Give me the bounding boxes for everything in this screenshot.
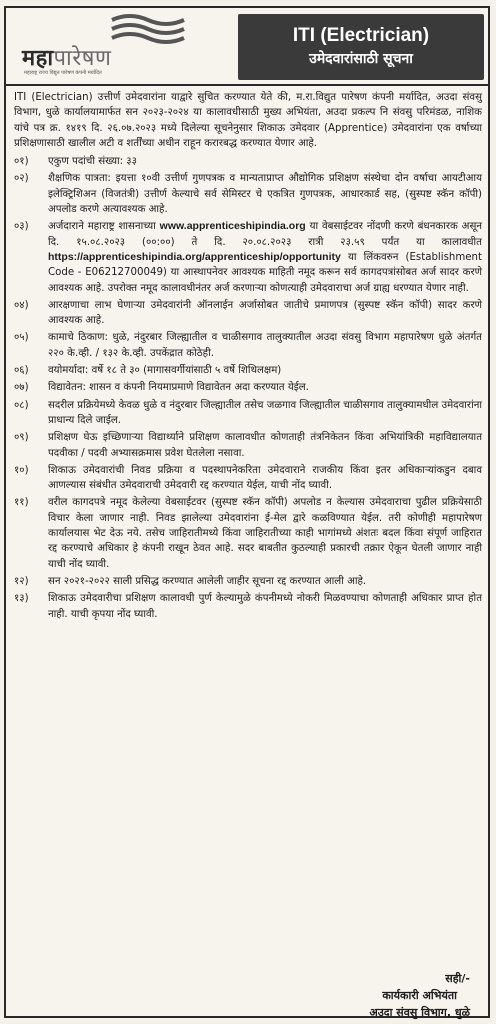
notice-body [14,90,482,624]
item-text: विद्यावेतन: शासन व कंपनी नियमाप्रमाणे विद्यावेतन अदा करण्यात येईल. [48,382,309,394]
item-text: शैक्षणिक पात्रता: इयत्ता १०वी उत्तीर्ण गुणपत्रक व मान्यताप्राप्त औद्योगिक प्रशिक्षण संस्थेचा दोन वर्षाचा आयटीआय इलेक्ट्रिशिअन (विजतंत्री) उत्तीर्ण केल्याचे सर्व सेमिस्टर चे एकत्रित गुणपत्रक, आधारकार्ड सह, (सुस्पष्ट स्कॅन कॉपी) अपलोड करणे अत्यावश्यक आहे. [48,173,482,216]
item-number: १०) [14,464,29,476]
item-number: ०६) [14,365,29,377]
logo-wordmark: महापारेषण [22,46,112,71]
signature-mark: सही/- [445,972,470,985]
item-text: एकुण पदांची संख्या: ३३ [48,156,137,168]
signature-block [369,970,470,1021]
item-number: ०३) [14,221,29,233]
item-text: शिकाऊ उमेदवारीचा प्रशिक्षण कालावधी पुर्ण केल्यामुळे कंपनीमध्ये नोकरी मिळवण्याचा कोणताही अधिकार प्राप्त होत नाही. याची कृपया नोंद घ्यावी. [48,593,482,620]
signatory-office: अउदा संवसु विभाग, धुळे [369,1006,470,1019]
item-number: ०९) [14,432,29,444]
list-item [14,171,482,217]
opportunity-link[interactable]: https://apprenticeshipindia.org/apprenticeship/opportunity [48,250,341,263]
mahatransco-logo [14,12,214,80]
list-item [14,574,482,589]
item-text: वयोमर्यादा: वर्षे १८ ते ३० (मागासवर्गीयांसाठी ५ वर्षे शिथिलक्षम) [48,365,282,377]
signatory-designation: कार्यकारी अभियंता [382,989,457,1002]
list-item [14,430,482,461]
list-item [14,330,482,361]
item-number: ०८) [14,399,29,411]
item-text: सन २०२१-२०२२ साली प्रसिद्ध करण्यात आलेली जाहीर सूचना रद्द करण्यात आली आहे. [48,575,367,587]
list-item [14,363,482,378]
item-text: शिकाऊ उमेदवारांची निवड प्रक्रिया व पदस्थापनेकरिता उमेदवाराने राजकीय किंवा इतर अधिकाऱ्यांकडुन दबाव आणल्यास संबंधीत उमेदवाराची उमेदवारी रद्द करण्यात येईल, याची नोंद घ्यावी. [48,464,482,492]
item-number: ०७) [14,382,29,394]
item-number: १२) [14,575,29,587]
item-text: वरील कागदपत्रे नमूद केलेल्या वेबसाईटवर (सुस्पष्ट स्कॅन कॉपी) अपलोड न केल्यास उमेदवाराचा पुढील प्रक्रियेसाठी विचार केला जाणार नाही. निवड झालेल्या उमेदवारांना ई-मेल द्वारे कळविण्यात येईल. तरी कोणीही महापारेषण कार्यालयास भेट देऊ नये. तसेच जाहिरातीमध्ये किंवा जाहिरातीच्या काही भागांमध्ये अंशतः बदल किंवा संपूर्ण जाहिरात रद्द करण्याचे अधिकार हे कंपनी राखून ठेवत आहे. सदर बाबतीत कुठल्याही प्रकारची तक्रार ऐकून घेतली जाणार नाही याची नोंद घ्यावी. [48,497,482,570]
notice-header [6,8,488,86]
notice-title-box [238,14,484,80]
notice-frame [4,6,490,1018]
notice-title: ITI (Electrician) [292,25,430,46]
item-text: सदरील प्रक्रियेमध्ये केवळ धुळे व नंदुरबार जिल्ह्यातील तसेच जळगाव जिल्ह्यातील चाळीसगाव तालुक्यामधील उमेदवारांना प्राधान्य दिले जाईल. [48,399,482,426]
item-number: १३) [14,593,29,605]
item-number: ११) [14,497,29,509]
item-number: ०५) [14,332,29,344]
list-item [14,219,482,295]
item-number: ०४) [14,299,29,311]
item-text: कामाचे ठिकाण: धुळे, नंदुरबार जिल्ह्यातील व चाळीसगाव तालुक्यातील अउदा संवसु विभाग महापारेषण धुळे अंतर्गत २२० के.व्ही. / १३२ के.व्ही. उपकेंद्रात कोठेही. [48,332,482,359]
list-item [14,298,482,329]
list-item [14,591,482,622]
intro-paragraph: ITI (Electrician) उत्तीर्ण उमेदवारांना याद्वारे सुचित करण्यात येते की, म.रा.विद्युत पारेषण कंपनी मर्यादित, अउदा संवसु विभाग, धुळे कार्यालयामार्फत सन २०२३-२०२४ या कालावधीसाठी मुख्य अभियंता, अउदा प्रकल्प नि संवसु परिमंडळ, नाशिक यांचे पत्र क्र. १४१९ दि. २६.०७.२०२३ मध्ये दिलेल्या सूचनेनुसार शिकाऊ उमेदवार (Apprentice) उमेदवारांना एक वर्षाच्या प्रशिक्षणासाठी खालील अटी व शर्तींच्या अधीन राहून करारबद्ध करण्यात येणार आहे. [14,92,482,149]
list-item [14,380,482,395]
list-item [14,398,482,429]
list-item [14,463,482,494]
item-number: ०२) [14,173,29,185]
item-text: प्रशिक्षण घेऊ इच्छिणाऱ्या विद्यार्थ्याने प्रशिक्षण कालावधीत कोणताही तंत्रनिकेतन किंवा अभियांत्रिकी महाविद्यालयात पदवीका / पदवी अभ्यासक्रमास प्रवेश घेतलेला नसावा. [48,432,482,459]
item-number: ०१) [14,156,29,168]
website-link[interactable]: www.apprenticeshipindia.org [159,220,306,233]
logo-tagline: महाराष्ट्र राज्य विद्युत पारेषण कंपनी मर्यादित [24,70,102,76]
item-text: आरक्षणाचा लाभ घेणाऱ्या उमेदवारांनी ऑनलाईन अर्जासोबत जातीचे प्रमाणपत्र (सुस्पष्ट स्कॅन कॉपी) सादर करणे आवश्यक आहे. [48,299,482,327]
item-text: अर्जदाराने महाराष्ट्र शासनाच्या www.apprenticeshipindia.org या वेबसाईटवर नोंदणी करणे बंधनकारक असून दि. १५.०८.२०२३ (००:००) ते दि. २०.०८.२०२३ रात्री २३.५९ पर्यंत या कालावधीत https://apprenticeshipindia.org/apprenticeship/opportunity या लिंकवरुन (Establishment Code - E06212700049) या आस्थापनेवर आवश्यक माहिती नमूद करून सर्व कागदपत्रांसोबत अर्ज सादर करणे आवश्यक आहे. उपरोक्त नमूद कालावधीनंतर अर्ज करणाऱ्या कोणत्याही उमेदवाराचा अर्ज ग्राह्य धरण्यात येणार नाही. [48,220,482,294]
notice-subtitle: उमेदवारांसाठी सूचना [309,51,413,67]
list-item [14,495,482,571]
list-item [14,154,482,169]
